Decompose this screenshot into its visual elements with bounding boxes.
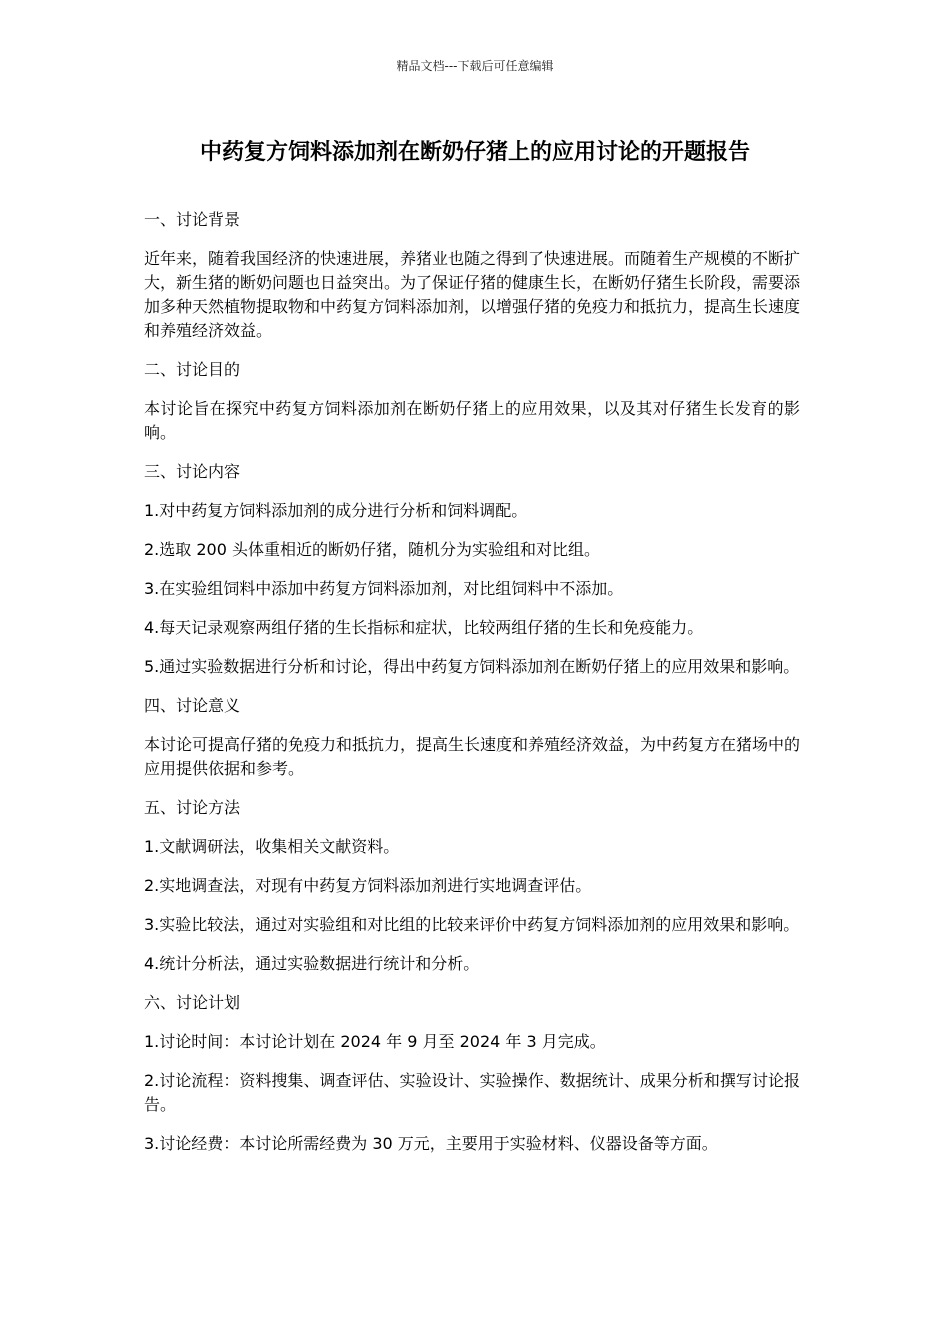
content-item-1: 1.对中药复方饲料添加剂的成分进行分析和饲料调配。 [144, 501, 528, 520]
content-item-4: 4.每天记录观察两组仔猪的生长指标和症状，比较两组仔猪的生长和免疫能力。 [144, 618, 704, 637]
method-item-2: 2.实地调查法，对现有中药复方饲料添加剂进行实地调查评估。 [144, 876, 592, 895]
document-title: 中药复方饲料添加剂在断奶仔猪上的应用讨论的开题报告 [199, 140, 750, 165]
section-heading-methods: 五、讨论方法 [144, 798, 241, 817]
section-heading-significance: 四、讨论意义 [144, 696, 241, 715]
plan-item-1: 1.讨论时间：本讨论计划在 2024 年 9 月至 2024 年 3 月完成。 [144, 1032, 606, 1051]
document-body [144, 208, 800, 1171]
content-item-3: 3.在实验组饲料中添加中药复方饲料添加剂，对比组饲料中不添加。 [144, 579, 624, 598]
method-item-3: 3.实验比较法，通过对实验组和对比组的比较来评价中药复方饲料添加剂的应用效果和影响。 [144, 915, 800, 934]
section-heading-plan: 六、讨论计划 [144, 993, 241, 1012]
method-item-4: 4.统计分析法，通过实验数据进行统计和分析。 [144, 954, 480, 973]
content-item-2: 2.选取 200 头体重相近的断奶仔猪，随机分为实验组和对比组。 [144, 540, 600, 559]
section-heading-background: 一、讨论背景 [144, 210, 241, 229]
section-heading-purpose: 二、讨论目的 [144, 360, 241, 379]
plan-item-3: 3.讨论经费：本讨论所需经费为 30 万元，主要用于实验材料、仪器设备等方面。 [144, 1134, 718, 1153]
paragraph-significance: 本讨论可提高仔猪的免疫力和抵抗力，提高生长速度和养殖经济效益，为中药复方在猪场中的应用提供依据和参考。 [144, 735, 801, 778]
section-heading-content: 三、讨论内容 [144, 462, 241, 481]
content-item-5: 5.通过实验数据进行分析和讨论，得出中药复方饲料添加剂在断奶仔猪上的应用效果和影响。 [144, 657, 800, 676]
paragraph-background: 近年来，随着我国经济的快速进展，养猪业也随之得到了快速进展。而随着生产规模的不断扩大，新生猪的断奶问题也日益突出。为了保证仔猪的健康生长，在断奶仔猪生长阶段，需要添加多种天然植物提取物和中药复方饲料添加剂，以增强仔猪的免疫力和抵抗力，提高生长速度和养殖经济效益。 [144, 249, 801, 340]
method-item-1: 1.文献调研法，收集相关文献资料。 [144, 837, 400, 856]
header-note: 精品文档---下载后可任意编辑 [396, 59, 554, 73]
plan-item-2: 2.讨论流程：资料搜集、调查评估、实验设计、实验操作、数据统计、成果分析和撰写讨论报告。 [144, 1071, 800, 1114]
paragraph-purpose: 本讨论旨在探究中药复方饲料添加剂在断奶仔猪上的应用效果，以及其对仔猪生长发育的影响。 [144, 399, 800, 442]
